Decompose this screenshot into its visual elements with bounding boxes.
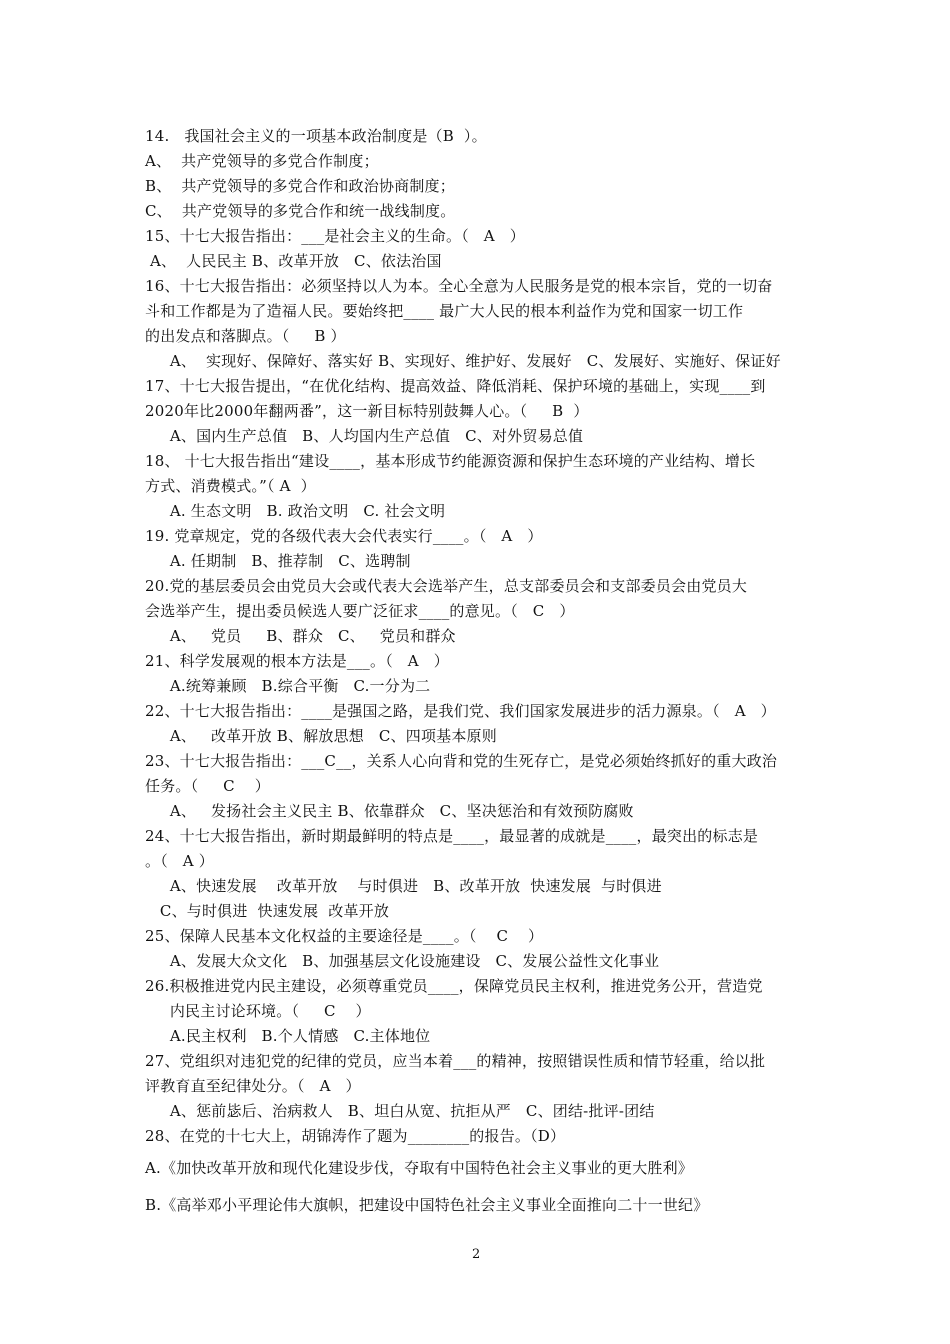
text-line: 23、十七大报告指出：___C__，关系人心向背和党的生死存亡，是党必须始终抓好的重大政治 [145, 752, 778, 770]
text-line: A、国内生产总值 B、人均国内生产总值 C、对外贸易总值 [145, 427, 584, 445]
text-line: 任务。（ C ） [145, 777, 270, 795]
text-line: 14. 我国社会主义的一项基本政治制度是（B ）。 [145, 127, 487, 145]
text-line: A、 改革开放 B、解放思想 C、四项基本原则 [145, 727, 497, 745]
text-line: A. 任期制 B、推荐制 C、选聘制 [145, 552, 411, 570]
text-line: A.统筹兼顾 B.综合平衡 C.一分为二 [145, 677, 431, 695]
text-line: B、 共产党领导的多党合作和政治协商制度； [145, 177, 455, 195]
text-line: A、 实现好、保障好、落实好 B、实现好、维护好、发展好 C、发展好、实施好、保证好 [145, 352, 781, 370]
text-line: A、 党员 B、群众 C、 党员和群众 [145, 627, 456, 645]
text-line: 2020年比2000年翻两番”，这一新目标特别鼓舞人心。（ B ） [145, 402, 589, 420]
text-line: 18、 十七大报告指出“建设____，基本形成节约能源资源和保护生态环境的产业结构、增长 [145, 452, 756, 470]
text-line: A.民主权利 B.个人情感 C.主体地位 [145, 1027, 431, 1045]
text-line: 内民主讨论环境。（ C ） [145, 1002, 371, 1020]
text-line: A、 发扬社会主义民主 B、依靠群众 C、坚决惩治和有效预防腐败 [145, 802, 634, 820]
text-line: C、与时俱进 快速发展 改革开放 [145, 902, 390, 920]
text-line: A、 人民民主 B、改革开放 C、依法治国 [145, 252, 442, 270]
text-line: 20.党的基层委员会由党员大会或代表大会选举产生，总支部委员会和支部委员会由党员大 [145, 577, 748, 595]
text-line: 21、科学发展观的根本方法是___。（ A ） [145, 652, 449, 670]
text-line: 27、党组织对违犯党的纪律的党员，应当本着___的精神，按照错误性质和情节轻重，给以批 [145, 1052, 766, 1070]
text-line: 会选举产生，提出委员候选人要广泛征求____的意见。（ C ） [145, 602, 575, 620]
text-line: 评教育直至纪律处分。（ A ） [145, 1077, 361, 1095]
text-line: 28、在党的十七大上，胡锦涛作了题为________的报告。（D） [145, 1127, 566, 1145]
text-line: B.《高举邓小平理论伟大旗帜，把建设中国特色社会主义事业全面推向二十一世纪》 [145, 1196, 709, 1214]
text-line: A、 共产党领导的多党合作制度； [145, 152, 379, 170]
text-line: 15、十七大报告指出：___是社会主义的生命。（ A ） [145, 227, 525, 245]
text-line: A、快速发展 改革开放 与时俱进 B、改革开放 快速发展 与时俱进 [145, 877, 662, 895]
text-line: C、 共产党领导的多党合作和统一战线制度。 [145, 202, 456, 220]
text-line: 24、十七大报告指出，新时期最鲜明的特点是____，最显著的成就是____，最突出的标志是 [145, 827, 759, 845]
text-line: 。（ A ） [145, 852, 215, 870]
text-line: 斗和工作都是为了造福人民。要始终把____ 最广大人民的根本利益作为党和国家一切工作 [145, 302, 744, 320]
text-line: A、发展大众文化 B、加强基层文化设施建设 C、发展公益性文化事业 [145, 952, 660, 970]
text-line: 方式、消费模式。”（ A ） [145, 477, 316, 495]
text-line: 22、十七大报告指出：____是强国之路，是我们党、我们国家发展进步的活力源泉。（ A ） [145, 702, 776, 720]
text-line: 17、十七大报告提出，“在优化结构、提高效益、降低消耗、保护环境的基础上，实现____到 [145, 377, 766, 395]
text-line: 的出发点和落脚点。（ B ） [145, 327, 346, 345]
text-line: 25、保障人民基本文化权益的主要途径是____。（ C ） [145, 927, 544, 945]
page-number: 2 [472, 1247, 481, 1262]
text-line: 26.积极推进党内民主建设，必须尊重党员____，保障党员民主权利，推进党务公开，营造党 [145, 977, 763, 995]
text-line: 19. 党章规定，党的各级代表大会代表实行____。（ A ） [145, 527, 543, 545]
text-line: 16、十七大报告指出：必须坚持以人为本。全心全意为人民服务是党的根本宗旨，党的一切奋 [145, 277, 773, 295]
text-line: A.《加快改革开放和现代化建设步伐，夺取有中国特色社会主义事业的更大胜利》 [145, 1159, 694, 1177]
text-line: A、惩前毖后、治病救人 B、坦白从宽、抗拒从严 C、团结-批评-团结 [145, 1102, 655, 1120]
text-line: A. 生态文明 B. 政治文明 C. 社会文明 [145, 502, 446, 520]
